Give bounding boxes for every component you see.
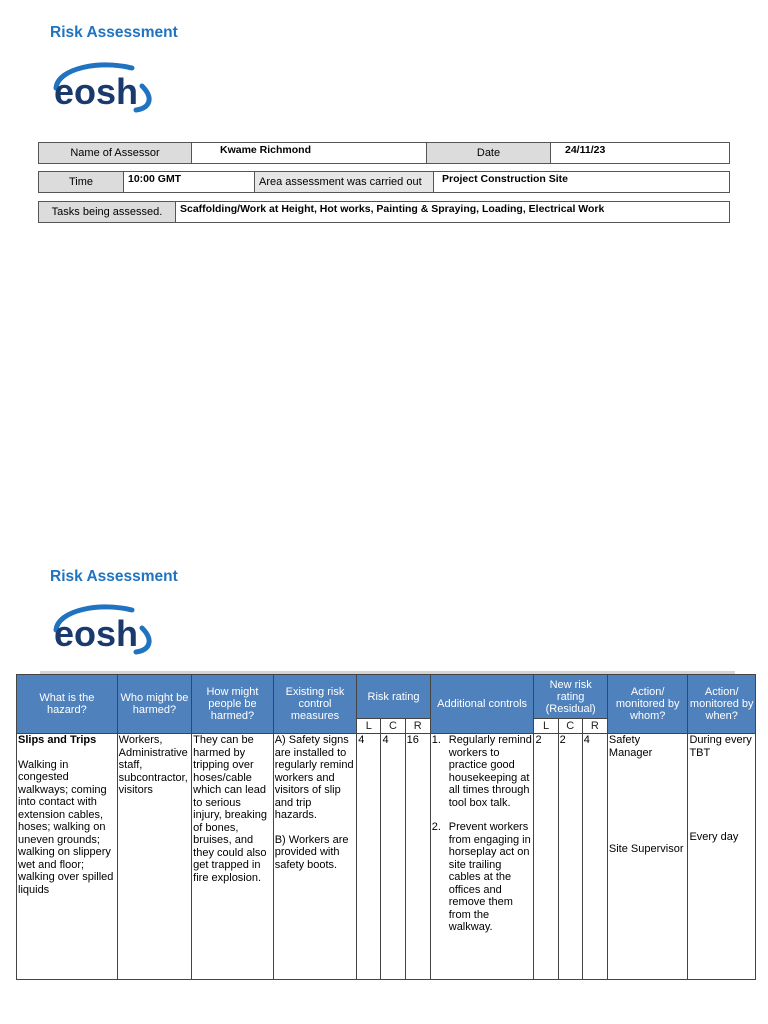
hazard-cell (17, 734, 118, 980)
existing-cell (273, 734, 357, 980)
eosh-logo (50, 58, 158, 118)
header-action-when: Action/ monitored by when? (688, 675, 756, 734)
when-2: Every day (689, 831, 739, 843)
list-item: 2. Prevent workers from engaging in horseplay act on site trailing cables at the offices and remove them from the walkway. (431, 821, 531, 933)
risk-l: 4 (357, 734, 381, 980)
sub-l: L (357, 719, 381, 734)
tasks-table (38, 201, 730, 223)
time-area-table (38, 171, 730, 193)
table-row (17, 734, 756, 980)
whom-2: Site Supervisor (608, 843, 684, 855)
new-risk-l: 2 (534, 734, 558, 980)
sub-c: C (381, 719, 405, 734)
header-who: Who might be harmed? (117, 675, 192, 734)
header-additional: Additional controls (430, 675, 534, 734)
area-label: Area assessment was carried out (255, 172, 434, 193)
svg-text:eosh: eosh (54, 613, 139, 654)
time-label: Time (39, 172, 124, 193)
sub-r2: R (582, 719, 607, 734)
new-risk-r: 4 (582, 734, 607, 980)
how-cell: They can be harmed by tripping over hoses/cable which can lead to serious injury, breaking of bones, bruises, and they could also get trapped in fire explosion. (192, 734, 274, 980)
existing-b: B) Workers are provided with safety boots. (274, 833, 349, 871)
new-risk-c: 2 (558, 734, 582, 980)
area-value: Project Construction Site (434, 172, 730, 193)
hazard-title: Slips and Trips (18, 734, 97, 746)
assessor-value: Kwame Richmond (192, 143, 427, 164)
header-action-whom: Action/ monitored by whom? (607, 675, 688, 734)
header-new-risk: New risk rating (Residual) (534, 675, 607, 719)
risk-assessment-table (16, 674, 756, 980)
existing-a: A) Safety signs are installed to regularly remind workers and visitors of slip and trip hazards. (274, 734, 354, 821)
header-hazard: What is the hazard? (17, 675, 118, 734)
tasks-label: Tasks being assessed. (39, 202, 176, 223)
page-title-2: Risk Assessment (50, 568, 178, 585)
action-whom-cell (607, 734, 688, 980)
additional-cell (430, 734, 534, 980)
svg-text:eosh: eosh (54, 71, 139, 112)
assessor-date-table (38, 142, 730, 164)
assessor-label: Name of Assessor (39, 143, 192, 164)
eosh-logo-2 (50, 600, 158, 660)
risk-r: 16 (405, 734, 430, 980)
when-1: During every TBT (689, 734, 752, 759)
header-risk-rating: Risk rating (357, 675, 430, 719)
sub-c2: C (558, 719, 582, 734)
action-when-cell (688, 734, 756, 980)
sub-l2: L (534, 719, 558, 734)
time-value: 10:00 GMT (124, 172, 255, 193)
list-item: 1. Regularly remind workers to practice good housekeeping at all times through tool box talk. (431, 734, 532, 809)
hazard-desc: Walking in congested walkways; coming into contact with extension cables, hoses; walking on uneven grounds; walking on slippery wet and floor; walking over spilled liquids (18, 758, 114, 896)
date-value: 24/11/23 (551, 143, 730, 164)
tasks-value: Scaffolding/Work at Height, Hot works, Painting & Spraying, Loading, Electrical Work (176, 202, 730, 223)
whom-1: Safety Manager (608, 734, 653, 759)
header-existing: Existing risk control measures (273, 675, 357, 734)
date-label: Date (427, 143, 551, 164)
sub-r: R (405, 719, 430, 734)
page-title: Risk Assessment (50, 24, 178, 41)
who-cell: Workers, Administrative staff, subcontractor, visitors (117, 734, 192, 980)
header-how: How might people be harmed? (192, 675, 274, 734)
risk-c: 4 (381, 734, 405, 980)
